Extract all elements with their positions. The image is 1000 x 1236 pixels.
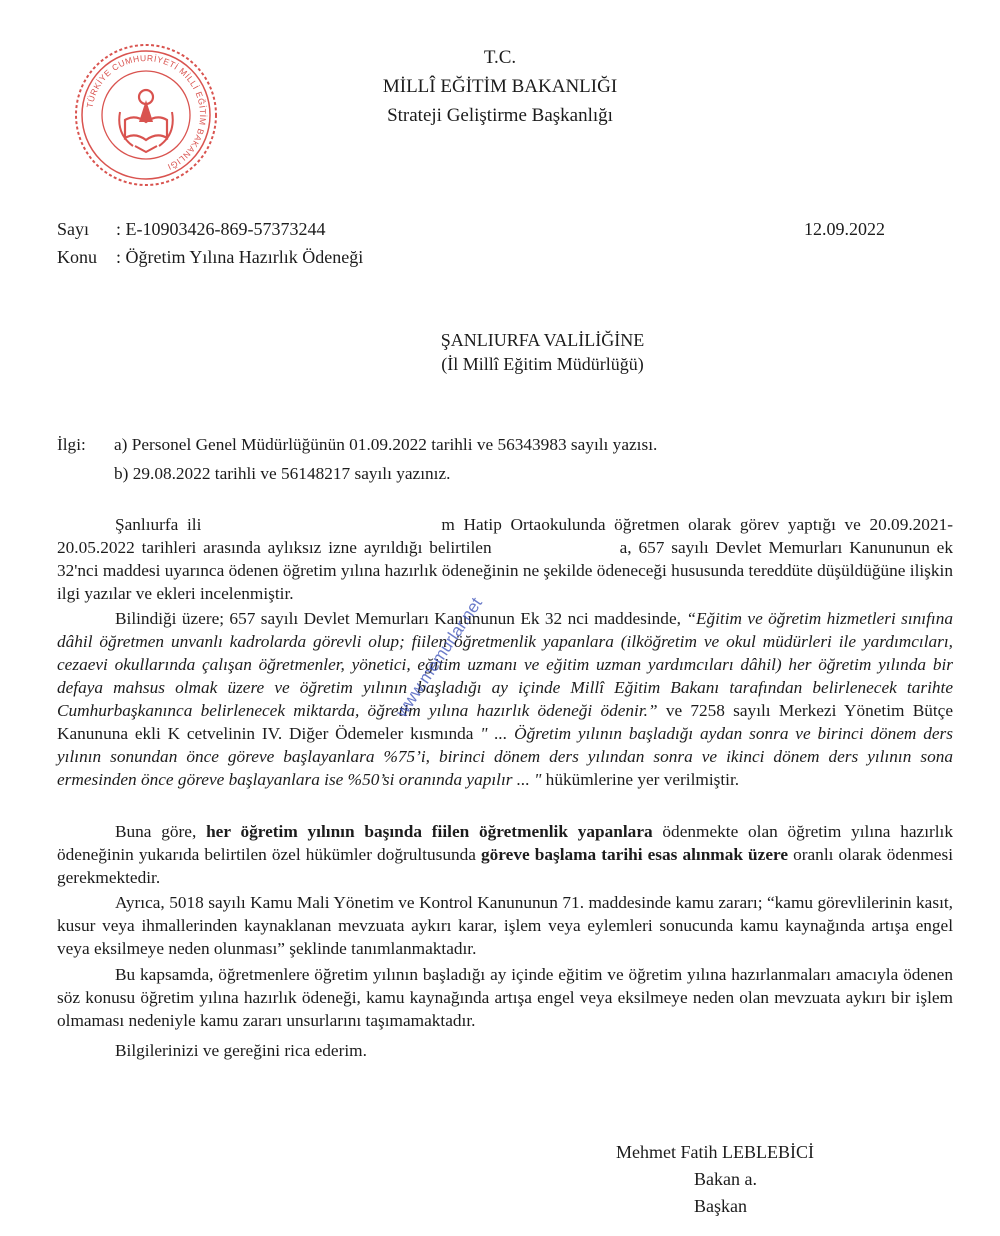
p1-part1: Şanlıurfa ili [115, 515, 202, 534]
signatory-title-1: Bakan a. [694, 1169, 757, 1189]
redacted-person-name [492, 536, 620, 559]
header-department: Strateji Geliştirme Başkanlığı [387, 105, 613, 126]
p3-bold-2: göreve başlama tarihi esas alınmak üzere [481, 845, 789, 864]
header-tc: T.C. [483, 47, 517, 68]
svg-text:TÜRKİYE CUMHURİYETİ MİLLİ EĞİT: TÜRKİYE CUMHURİYETİ MİLLİ EĞİTİM BAKANLIĞI [84, 52, 209, 173]
p1-part3: a, 657 sayılı Devlet Memurları Kanununun ek 32'nci maddesi uyarınca ödenen öğretim yılına hazırlık ödeneğinin ne şekilde ödeneceği hususunda tereddüte düşüldüğüne ilişkin ilgi yazılar ve ekleri incelenmiştir. [57, 538, 953, 603]
ilgi-a: a) Personel Genel Müdürlüğünün 01.09.2022 tarihli ve 56343983 sayılı yazısı. [114, 435, 658, 454]
header-ministry: MİLLÎ EĞİTİM BAKANLIĞI [382, 76, 618, 97]
p3-bold-1: her öğretim yılının başında fiilen öğretmenlik yapanlara [206, 822, 653, 841]
document-date: 12.09.2022 [804, 219, 885, 239]
watermark-text: www.memurlar.net [392, 594, 486, 721]
paragraph-3 [57, 820, 953, 889]
sayi-value: : E-10903426-869-57373244 [116, 219, 326, 239]
konu-label: Konu [57, 247, 97, 267]
sayi-label: Sayı [57, 219, 90, 239]
p3-part5: oranlı olarak ödenmesi gerekmektedir. [57, 845, 953, 887]
konu-value: : Öğretim Yılına Hazırlık Ödeneği [116, 247, 364, 267]
redacted-school-name [201, 513, 441, 536]
signatory-name: Mehmet Fatih LEBLEBİCİ [616, 1142, 814, 1162]
signatory-title-2: Başkan [694, 1196, 747, 1216]
p1-part2: m Hatip Ortaokulunda öğretmen olarak görev yaptığı ve 20.09.2021-20.05.2022 tarihleri arasında aylıksız izne ayrıldığı belirtilen [57, 515, 953, 557]
p2-quote-budget: " ... Öğretim yılının başladığı aydan sonra ve birinci dönem ders yılının sonundan önce göreve başlayanlara %75’i, birinci dönem ders yılından sonra ve ikinci dönem ders yılının sona ermesinden önce göreve başlayanlara ise %50’si oranında yapılır ... " [57, 724, 953, 789]
paragraph-1 [57, 513, 953, 605]
addressee-line1: ŞANLIURFA VALİLİĞİNE [440, 330, 645, 350]
ilgi-label: İlgi: [57, 435, 86, 454]
p3-part1: Buna göre, [115, 822, 207, 841]
p2-quote-law: “Eğitim ve öğretim hizmetleri sınıfına dâhil öğretmen unvanlı kadrolarda görevli olup; fiilen öğretmenlik yapanlara (ilköğretim ve okul müdürleri ile yardımcıları, cezaevi okullarında çalışan öğretmenler, yönetici, eğitim uzmanı ve eğitim uzman yardımcıları dâhil) her öğretim yılında bir defaya mahsus olmak üzere ve öğretim yılının başladığı ay içinde Millî Eğitim Bakanı tarafından belirlenecek tarihte Cumhurbaşkanınca belirlenecek miktarda, öğretim yılına hazırlık ödeneği ödenir.” [57, 609, 953, 720]
p3-part3: ödenmekte olan öğretim yılına hazırlık ödeneğinin yukarıda belirtilen özel hükümler doğrultusunda [57, 822, 953, 864]
p2-part5: hükümlerine yer verilmiştir. [541, 770, 740, 789]
p2-part3: ve 7258 sayılı Merkezi Yönetim Bütçe Kanununa ekli K cetvelinin IV. Diğer Ödemeler kısmında [57, 701, 953, 743]
p2-part1: Bilindiği üzere; 657 sayılı Devlet Memurları Kanununun Ek 32 nci maddesinde, [115, 609, 687, 628]
paragraph-5: Bu kapsamda, öğretmenlere öğretim yılının başladığı ay içinde eğitim ve öğretim yılına hazırlanmaları amacıyla ödenen söz konusu öğretim yılına hazırlık ödeneği, kamu kaynağında artışa engel veya eksilmeye neden olan mevzuata aykırı bir işlem olmaması nedeniyle kamu zararı unsurlarını taşımamaktadır. [57, 965, 953, 1030]
paragraph-4: Ayrıca, 5018 sayılı Kamu Mali Yönetim ve Kontrol Kanununun 71. maddesinde kamu zararı; “kamu görevlilerinin kasıt, kusur veya ihmallerinden kaynaklanan mevzuata aykırı karar, işlem veya eylemleri sonucunda kamu kaynağında artışa engel veya eksilmeye neden olunması” şeklinde tanımlanmaktadır. [57, 893, 953, 958]
addressee-line2: (İl Millî Eğitim Müdürlüğü) [441, 354, 644, 374]
paragraph-2 [57, 607, 953, 791]
ilgi-b: b) 29.08.2022 tarihli ve 56148217 sayılı yazınız. [114, 464, 451, 483]
paragraph-6: Bilgilerinizi ve gereğini rica ederim. [115, 1041, 367, 1060]
